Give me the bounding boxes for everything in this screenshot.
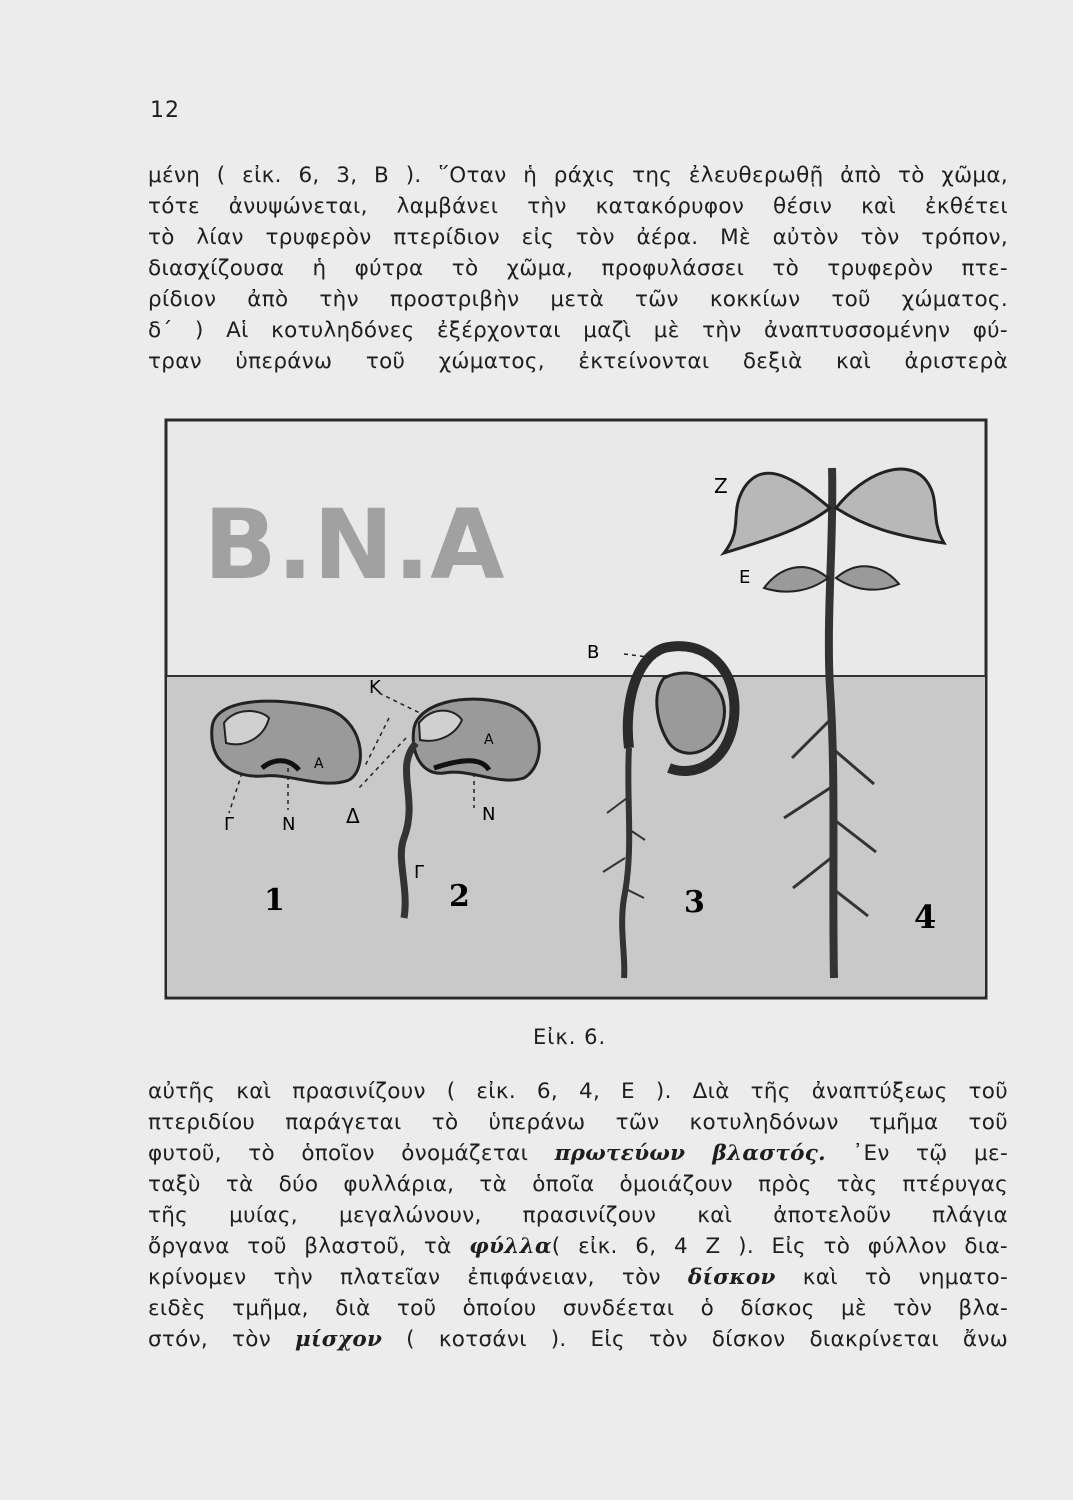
label-N1: Ν	[282, 814, 296, 835]
label-D: Δ	[346, 804, 360, 828]
stage-number-4: 4	[914, 898, 937, 936]
term-blade: δίσκον	[687, 1265, 776, 1290]
label-G1: Γ	[224, 814, 235, 835]
text-line: δ΄ ) Αἱ κοτυληδόνες ἐξέρχονται μαζὶ μὲ τὴν ἀναπτυσσομένην φύ-	[148, 318, 1008, 343]
term-primary-shoot: πρωτεύων βλαστός.	[554, 1141, 826, 1166]
text-line: ειδὲς τμῆμα, διὰ τοῦ ὁποίου συνδέεται ὁ δίσκος μὲ τὸν βλα-	[148, 1296, 1008, 1321]
term-leaves: φύλλα	[469, 1234, 552, 1259]
figure-bean-germination	[164, 418, 988, 1000]
label-N2: Ν	[482, 804, 496, 825]
label-Z: Ζ	[714, 474, 728, 498]
label-E: Ε	[739, 567, 751, 588]
library-stamp: B.N.A	[203, 489, 505, 601]
stage-number-1: 1	[264, 883, 285, 918]
text-line: φυτοῦ, τὸ ὁποῖον ὀνομάζεται πρωτεύων βλαστός. ᾿Εν τῷ με-	[148, 1141, 1008, 1166]
label-A2: Α	[484, 732, 494, 748]
paragraph-top	[148, 160, 1008, 377]
text-line: στόν, τὸν μίσχον ( κοτσάνι ). Εἰς τὸν δίσκον διακρίνεται ἄνω	[148, 1327, 1008, 1352]
text-line: ταξὺ τὰ δύο φυλλάρια, τὰ ὁποῖα ὁμοιάζουν πρὸς τὰς πτέρυγας	[148, 1172, 1008, 1197]
text-line: κρίνομεν τὴν πλατεῖαν ἐπιφάνειαν, τὸν δίσκον καὶ τὸ νηματο-	[148, 1265, 1009, 1290]
label-G2: Γ	[414, 862, 425, 883]
paragraph-bottom	[148, 1076, 1008, 1355]
text-line: ρίδιον ἀπὸ τὴν προστριβὴν μετὰ τῶν κοκκίων τοῦ χώματος.	[148, 287, 1008, 312]
text-line: πτεριδίου παράγεται τὸ ὑπεράνω τῶν κοτυληδόνων τμῆμα τοῦ	[148, 1110, 1008, 1135]
term-petiole: μίσχον	[295, 1327, 383, 1352]
text-line: τότε ἀνυψώνεται, λαμβάνει τὴν κατακόρυφον θέσιν καὶ ἐκθέτει	[148, 194, 1008, 219]
text-line: τραν ὑπεράνω τοῦ χώματος, ἐκτείνονται δεξιὰ καὶ ἀριστερὰ	[148, 349, 1008, 374]
text-line: διασχίζουσα ἡ φύτρα τὸ χῶμα, προφυλάσσει τὸ τρυφερὸν πτε-	[148, 256, 1008, 281]
text-line: μένη ( εἰκ. 6, 3, Β ). ῞Οταν ἡ ράχις της ἐλευθερωθῇ ἀπὸ τὸ χῶμα,	[148, 163, 1008, 188]
text-line: τὸ λίαν τρυφερὸν πτερίδιον εἰς τὸν ἀέρα. Μὲ αὐτὸν τὸν τρόπον,	[148, 225, 1008, 250]
label-K: Κ	[369, 677, 381, 698]
label-A1: Α	[314, 756, 324, 772]
label-B: Β	[587, 642, 600, 663]
stage-number-2: 2	[449, 879, 470, 914]
figure-caption: Εἰκ. 6.	[533, 1025, 607, 1049]
text-line: αὐτῆς καὶ πρασινίζουν ( εἰκ. 6, 4, Ε ). Διὰ τῆς ἀναπτύξεως τοῦ	[148, 1079, 1008, 1104]
stage-number-3: 3	[684, 885, 705, 920]
text-line: ὄργανα τοῦ βλαστοῦ, τὰ φύλλα( εἰκ. 6, 4 Ζ ). Εἰς τὸ φύλλον δια-	[148, 1234, 1008, 1259]
figure-illustration	[164, 418, 988, 1000]
page-number: 12	[150, 98, 180, 123]
text-line: τῆς μυίας, μεγαλώνουν, πρασινίζουν καὶ ἀποτελοῦν πλάγια	[148, 1203, 1008, 1228]
